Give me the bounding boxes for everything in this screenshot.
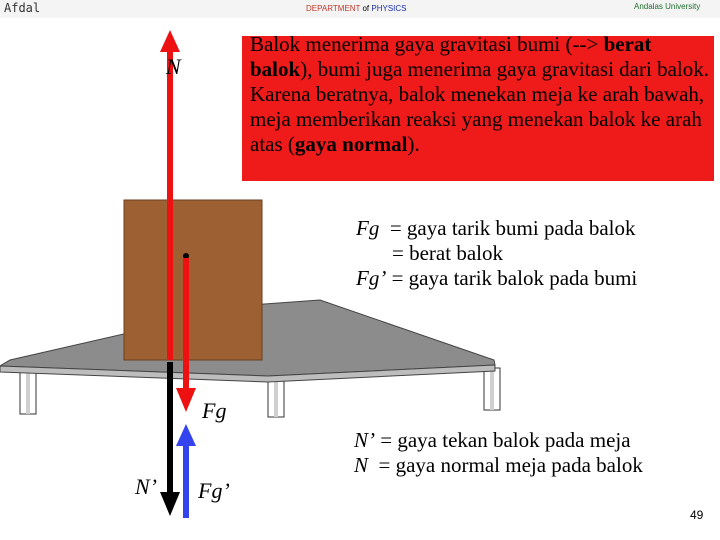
callout-line1: Balok menerima gaya gravitasi bumi (--> [250, 32, 604, 56]
label-fg-prime: Fg’ [198, 478, 230, 503]
callout-bold-gaya-normal: gaya normal [294, 132, 408, 156]
n-prime-symbol: N’ [354, 428, 375, 452]
n-def-text1: = gaya tekan balok pada meja [380, 428, 631, 452]
callout-line3: ). [407, 132, 420, 156]
callout-bold-berat-balok: berat balok [250, 32, 652, 81]
callout-line2: ), bumi juga menerima gaya gravitasi dari balok. Karena beratnya, balok menekan meja ke arah bawah, meja memberikan reaksi yang menekan balok ke arah atas ( [250, 57, 709, 156]
fg-prime-symbol: Fg’ [356, 266, 387, 290]
physics-word: PHYSICS [371, 4, 407, 13]
wooden-block [124, 200, 262, 360]
label-fg: Fg [202, 398, 227, 423]
n-def-line2 [354, 453, 643, 478]
arrow-fg-head [176, 388, 196, 412]
fg-def-line1 [356, 216, 637, 241]
of-word: of [362, 4, 370, 13]
callout-text [250, 32, 715, 157]
n-def-line1 [354, 428, 643, 453]
n-def-text2: = gaya normal meja pada balok [378, 453, 643, 477]
fg-def-text3: = gaya tarik balok pada bumi [391, 266, 638, 290]
table-leg-front-left-shade [26, 372, 30, 414]
fg-def-text2: = berat balok [392, 241, 503, 265]
fg-def-text1: = gaya tarik bumi pada balok [389, 216, 636, 240]
fg-def-line3 [356, 266, 637, 291]
n-symbol: N [354, 453, 369, 477]
fg-def-line2 [356, 241, 637, 266]
table-leg-back-right-shade [490, 368, 494, 410]
department-word: DEPARTMENT [306, 4, 361, 13]
author-label: Afdal [4, 1, 41, 15]
fg-symbol: Fg [356, 216, 380, 240]
label-n: N [166, 54, 181, 79]
fg-definition [356, 216, 637, 291]
page-number: 49 [690, 508, 704, 522]
label-n-prime: N’ [135, 474, 157, 499]
n-definition [354, 428, 643, 478]
university-label: Andalas University [634, 2, 701, 11]
arrow-n-head [160, 30, 180, 52]
arrow-n-prime-head [160, 492, 180, 516]
arrow-fg-prime-head [176, 424, 196, 446]
